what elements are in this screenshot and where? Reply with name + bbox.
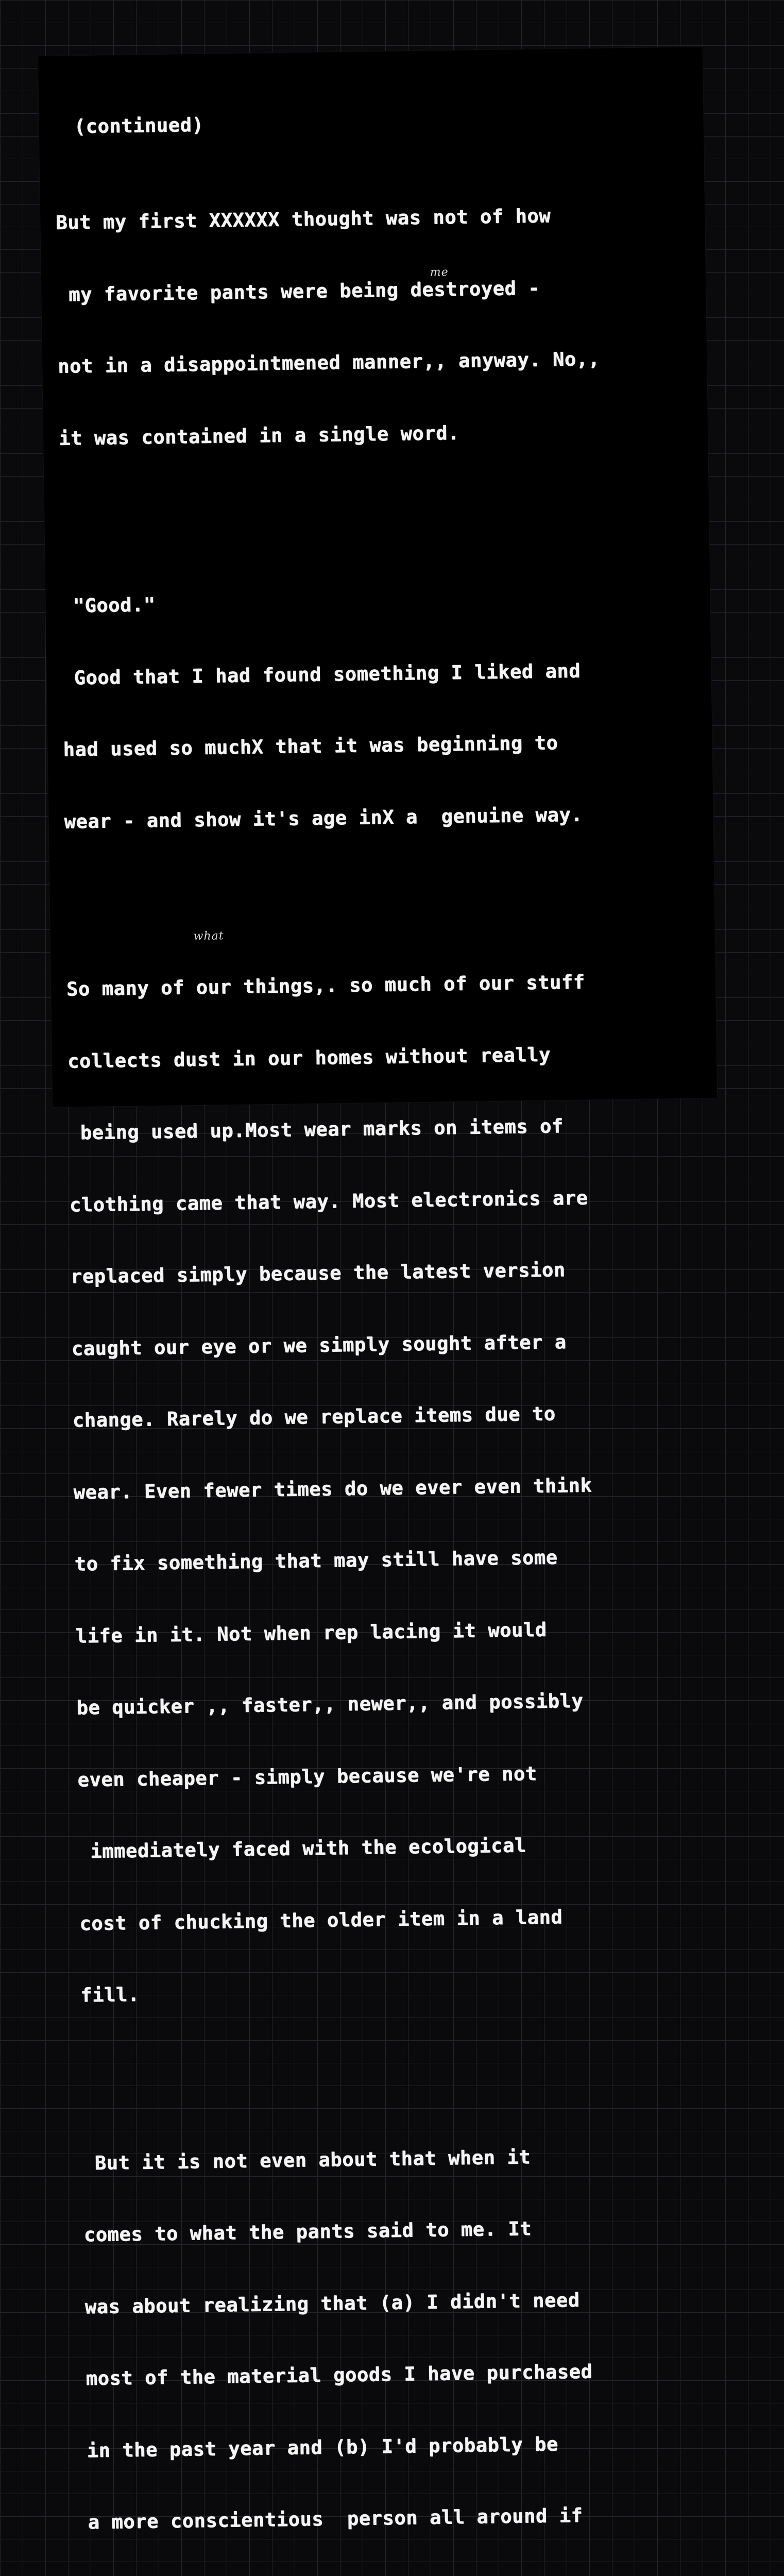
text-line: life in it. Not when rep lacing it would (75, 1618, 547, 1647)
text-line: not in a disappointmened manner,, anyway. No,, (57, 347, 600, 378)
handwritten-me-insert: me (430, 266, 449, 279)
text-line: be quicker ,, faster,, newer,, and possibly (76, 1689, 584, 1719)
text-line: it was contained in a single word. (58, 421, 460, 450)
text-line: had used so muchX that it was beginning to (63, 732, 558, 761)
typewritten-page (38, 47, 717, 2534)
paragraph-gap (81, 2046, 736, 2079)
text-line: being used up.Most wear marks on items of (68, 1115, 564, 1144)
handwritten-what-insert: what (193, 929, 224, 943)
typed-text (54, 58, 753, 2576)
text-line: a more conscientious person all around if (88, 2504, 583, 2534)
text-line: replaced simply because the latest version (70, 1259, 566, 1288)
text-line: fill. (80, 1983, 140, 2007)
text-line: comes to what the pants said to me. It (83, 2217, 532, 2246)
text-line: collects dust in our homes without really (67, 1043, 551, 1072)
text-line: Good that I had found something I liked and (62, 659, 581, 689)
text-line: cost of chucking the older item in a land (79, 1905, 563, 1935)
text-line: But my first XXXXXX thought was not of how (56, 205, 551, 234)
text-line: my favorite pants were being destroyed - (56, 277, 540, 306)
text-line: most of the material goods I have purchased (86, 2360, 593, 2390)
text-line: So many of our things,. so much of our stuff (66, 971, 585, 1001)
paragraph-gap (60, 489, 714, 522)
text-line: clothing came that way. Most electronics are (69, 1186, 588, 1216)
text-line: wear - and show it's age inX a genuine way. (64, 803, 583, 833)
text-line: immediately faced with the ecological (78, 1834, 526, 1863)
paragraph-gap (65, 873, 720, 906)
text-line: was about realizing that (a) I didn't need (84, 2289, 580, 2318)
text-line: in the past year and (b) I'd probably be (87, 2432, 558, 2462)
text-line: to fix something that may still have some (74, 1546, 558, 1575)
text-line: change. Rarely do we replace items due to (72, 1402, 556, 1432)
text-line: even cheaper - simply because we're not (77, 1762, 537, 1791)
text-line: wear. Even fewer times do we ever even think (73, 1473, 592, 1503)
continued-header: (continued) (74, 113, 204, 138)
text-line: "Good." (61, 594, 156, 617)
text-line (89, 2573, 743, 2576)
text-line: But it is not even about that when it (82, 2145, 531, 2174)
text-line: caught our eye or we simply sought after a (71, 1330, 567, 1360)
